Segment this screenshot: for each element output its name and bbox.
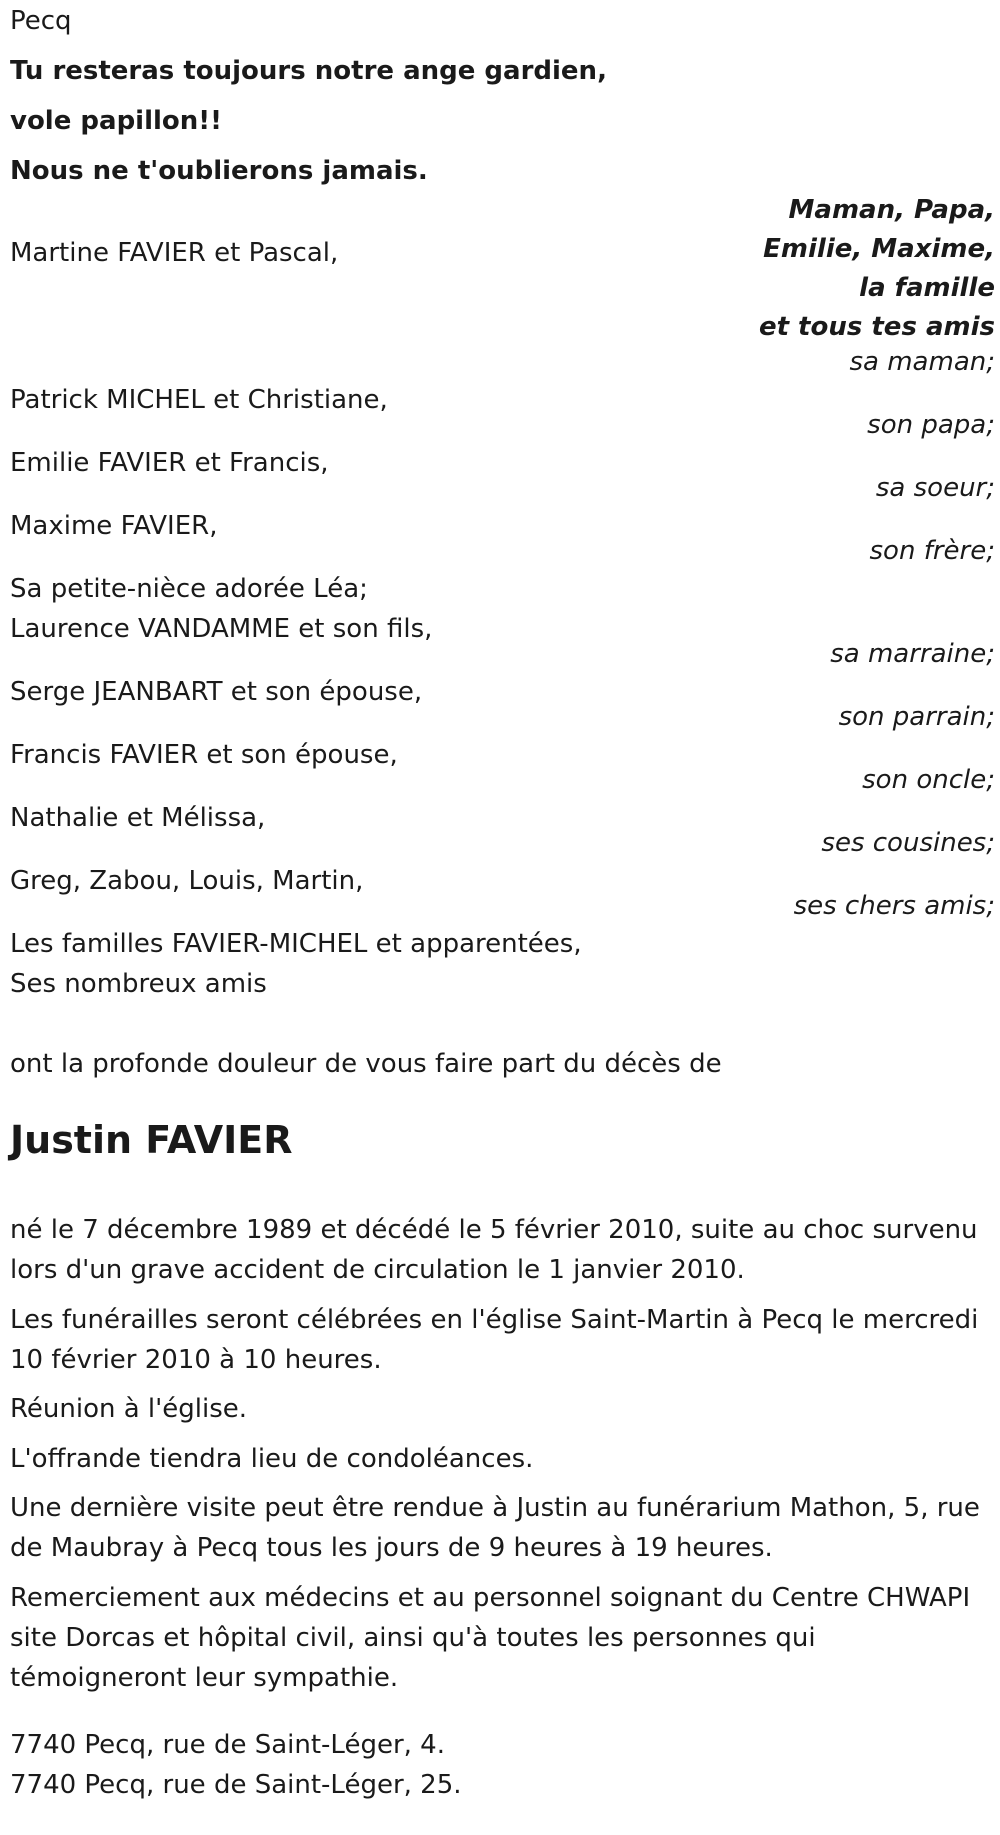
mourner-name: Ses nombreux amis [10, 969, 267, 999]
signature-line-2: Emilie, Maxime, la famille [763, 234, 995, 303]
mourner-name: Martine FAVIER et Pascal, [10, 238, 339, 268]
mourner-relation: sa maman; [849, 347, 995, 377]
detail-paragraph: Remerciement aux médecins et au personnel soignant du Centre CHWAPI site Dorcas et hôpital civil, ainsi qu'à toutes les personnes qui témoigneront leur sympathie. [10, 1583, 971, 1693]
mourner-relation: ses chers amis; [793, 891, 995, 921]
mourner-name: Maxime FAVIER, [10, 511, 218, 541]
address-line: 7740 Pecq, rue de Saint-Léger, 25. [10, 1770, 462, 1800]
verse-line-1: Tu resteras toujours notre ange gardien, [10, 56, 607, 86]
signature-line-1: Maman, Papa, [788, 195, 995, 225]
mourner-name: Sa petite-nièce adorée Léa; [10, 574, 368, 604]
detail-paragraph: Les funérailles seront célébrées en l'église Saint-Martin à Pecq le mercredi 10 février 2010 à 10 heures. [10, 1305, 979, 1375]
mourner-name: Emilie FAVIER et Francis, [10, 448, 329, 478]
mourner-name: Nathalie et Mélissa, [10, 803, 266, 833]
mourner-relation: sa marraine; [830, 639, 995, 669]
detail-paragraph: Une dernière visite peut être rendue à Justin au funérarium Mathon, 5, rue de Maubray à Pecq tous les jours de 9 heures à 19 heures. [10, 1493, 980, 1563]
mourner-relation: son oncle; [862, 765, 995, 795]
mourner-relation: son parrain; [838, 702, 995, 732]
mourner-relation: ses cousines; [821, 828, 995, 858]
mourner-name: Les familles FAVIER-MICHEL et apparentées, [10, 929, 582, 959]
verse-line-3: Nous ne t'oublierons jamais. [10, 156, 428, 186]
address-line: 7740 Pecq, rue de Saint-Léger, 4. [10, 1730, 445, 1760]
mourner-name: Laurence VANDAMME et son fils, [10, 614, 433, 644]
announcement-text: ont la profonde douleur de vous faire part du décès de [10, 1049, 722, 1079]
signature-block [735, 191, 995, 347]
mourner-name: Greg, Zabou, Louis, Martin, [10, 866, 364, 896]
mourner-relation: sa soeur; [875, 473, 995, 503]
detail-paragraph: L'offrande tiendra lieu de condoléances. [10, 1444, 534, 1474]
detail-paragraph: Réunion à l'église. [10, 1394, 248, 1424]
verse-line-2: vole papillon!! [10, 106, 222, 136]
mourner-name: Serge JEANBART et son épouse, [10, 677, 423, 707]
detail-paragraph: né le 7 décembre 1989 et décédé le 5 février 2010, suite au choc survenu lors d'un grave accident de circulation le 1 janvier 2010. [10, 1215, 978, 1285]
obituary-notice [10, 0, 995, 1835]
mourner-name: Patrick MICHEL et Christiane, [10, 385, 388, 415]
mourner-relation: son papa; [867, 410, 995, 440]
deceased-name: Justin FAVIER [10, 1118, 293, 1162]
mourner-name: Francis FAVIER et son épouse, [10, 740, 398, 770]
place-name: Pecq [10, 6, 72, 36]
mourner-relation: son frère; [869, 536, 995, 566]
signature-line-3: et tous tes amis [758, 312, 995, 342]
